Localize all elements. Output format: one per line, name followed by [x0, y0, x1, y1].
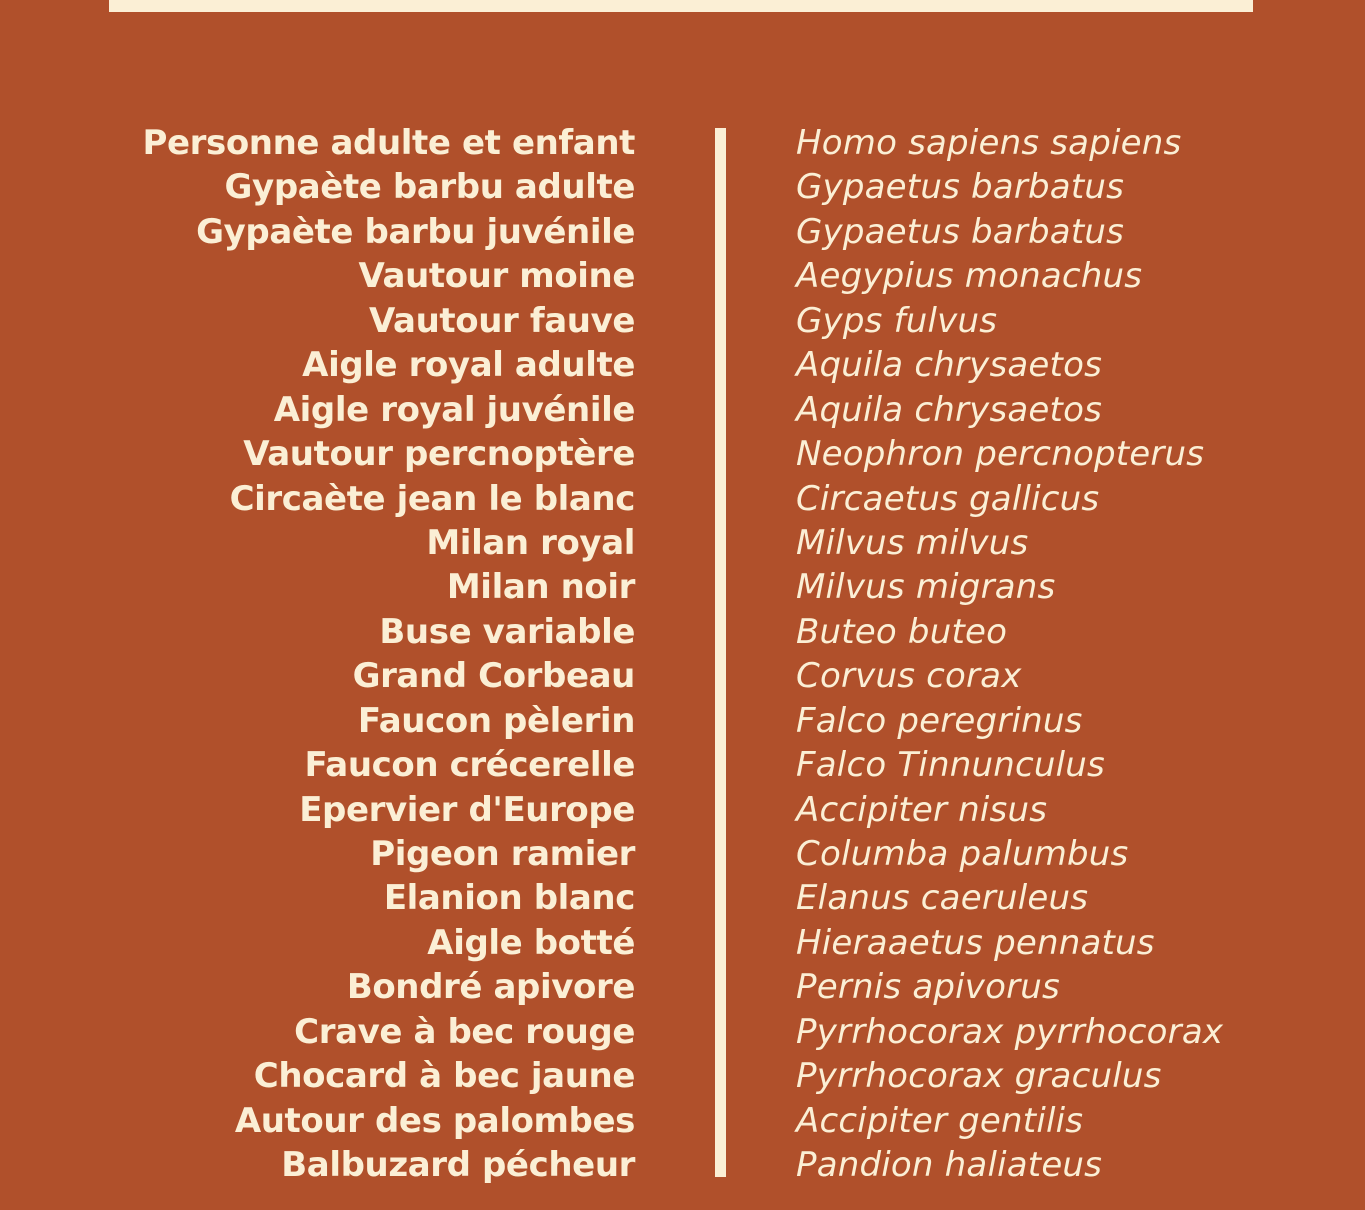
latin-name: Pernis apivorus — [796, 967, 1060, 1008]
latin-name: Pandion haliateus — [796, 1145, 1103, 1186]
common-name: Personne adulte et enfant — [142, 123, 635, 163]
common-name: Vautour fauve — [369, 300, 635, 341]
latin-name: Buteo buteo — [796, 611, 1008, 652]
latin-name: Corvus corax — [796, 656, 1022, 697]
latin-name: Gypaetus barbatus — [796, 211, 1125, 252]
latin-name: Aegypius monachus — [796, 256, 1143, 297]
common-name: Crave à bec rouge — [294, 1011, 635, 1052]
common-name: Autour des palombes — [234, 1100, 635, 1141]
common-name: Grand Corbeau — [352, 656, 635, 697]
common-name: Faucon pèlerin — [357, 700, 635, 741]
latin-name: Pyrrhocorax graculus — [796, 1056, 1162, 1097]
latin-name: Falco peregrinus — [796, 700, 1083, 741]
latin-name: Elanus caeruleus — [796, 878, 1089, 919]
latin-name: Accipiter gentilis — [796, 1100, 1084, 1141]
latin-name: Gypaetus barbatus — [796, 167, 1125, 208]
latin-name: Milvus migrans — [796, 567, 1056, 608]
vertical-divider — [715, 128, 726, 1177]
latin-name: Neophron percnopterus — [796, 434, 1205, 475]
latin-name: Homo sapiens sapiens — [796, 123, 1182, 163]
latin-name: Hieraaetus pennatus — [796, 922, 1155, 963]
latin-name: Columba palumbus — [796, 834, 1129, 874]
common-name: Elanion blanc — [383, 878, 635, 919]
common-name: Vautour moine — [358, 256, 635, 297]
latin-names-column — [796, 121, 1223, 1188]
common-name: Milan royal — [426, 522, 635, 563]
common-name: Gypaète barbu adulte — [224, 167, 635, 208]
common-name: Epervier d'Europe — [299, 789, 635, 830]
common-name: Circaète jean le blanc — [229, 478, 635, 519]
common-name: Aigle royal juvénile — [273, 389, 635, 430]
common-name: Vautour percnoptère — [243, 434, 635, 475]
common-name: Aigle botté — [427, 922, 635, 963]
latin-name: Accipiter nisus — [796, 789, 1048, 830]
latin-name: Falco Tinnunculus — [796, 745, 1105, 786]
latin-name: Aquila chrysaetos — [796, 345, 1102, 386]
common-name: Chocard à bec jaune — [253, 1056, 635, 1097]
latin-name: Circaetus gallicus — [796, 478, 1100, 519]
common-name: Buse variable — [379, 611, 635, 652]
common-name: Milan noir — [446, 567, 635, 608]
common-name: Gypaète barbu juvénile — [196, 211, 635, 252]
common-name: Aigle royal adulte — [302, 345, 635, 386]
common-names-column — [142, 121, 635, 1188]
common-name: Pigeon ramier — [370, 834, 635, 874]
latin-name: Pyrrhocorax pyrrhocorax — [796, 1011, 1224, 1052]
common-name: Faucon crécerelle — [304, 745, 635, 786]
latin-name: Aquila chrysaetos — [796, 389, 1102, 430]
latin-name: Milvus milvus — [796, 522, 1029, 563]
common-name: Balbuzard pécheur — [281, 1145, 635, 1186]
latin-name: Gyps fulvus — [796, 300, 998, 341]
common-name: Bondré apivore — [346, 967, 635, 1008]
top-rule — [109, 0, 1253, 12]
